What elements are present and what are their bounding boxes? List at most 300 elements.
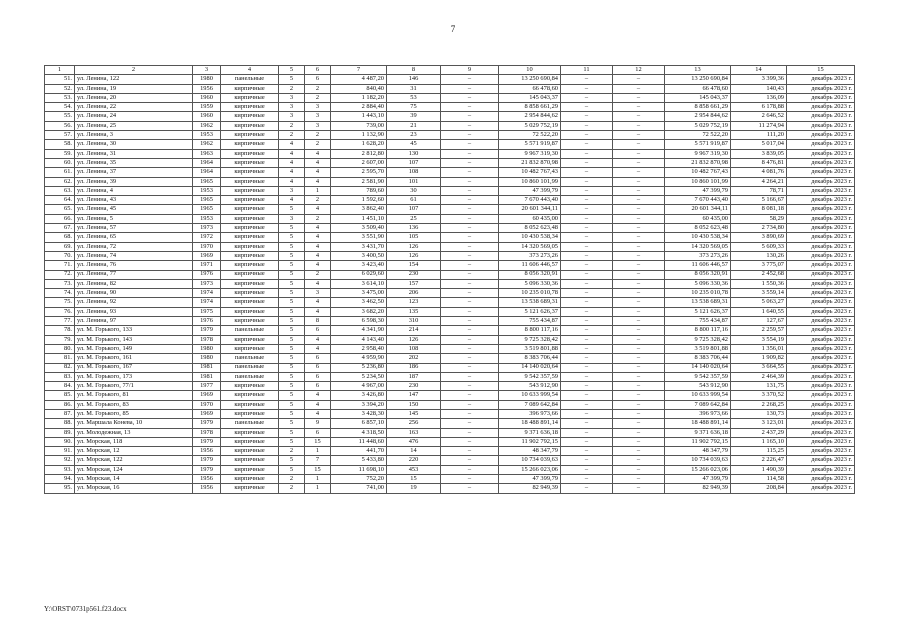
table-cell: 4 [279,149,305,158]
table-cell: 1974 [193,298,221,307]
table-cell: 6 [305,382,331,391]
table-cell: декабрь 2023 г. [787,354,855,363]
table-cell: – [441,251,499,260]
table-cell: 3 [305,289,331,298]
table-cell: 4 [279,196,305,205]
table-cell: кирпичные [221,103,279,112]
table-cell: 5 [279,307,305,316]
table-cell: ул. Ленина, 72 [75,242,193,251]
column-header: 3 [193,66,221,75]
table-cell: – [561,177,613,186]
table-cell: – [561,112,613,121]
table-cell: 4 [305,149,331,158]
table-cell: 7 670 443,40 [499,196,561,205]
table-cell: декабрь 2023 г. [787,484,855,493]
table-cell: ул. Ленина, 5 [75,214,193,223]
table-cell: 752,20 [331,475,387,484]
table-cell: – [561,344,613,353]
table-cell: ул. М. Горького, 85 [75,409,193,418]
table-cell: – [561,261,613,270]
table-cell: 1980 [193,354,221,363]
table-cell: 58. [45,140,75,149]
table-cell: 9 371 636,18 [499,428,561,437]
table-cell: – [561,363,613,372]
table-cell: 79. [45,335,75,344]
table-cell: 8 383 706,44 [665,354,731,363]
table-cell: 5 234,50 [331,372,387,381]
table-cell: декабрь 2023 г. [787,121,855,130]
table-cell: декабрь 2023 г. [787,335,855,344]
table-cell: декабрь 2023 г. [787,465,855,474]
table-cell: декабрь 2023 г. [787,428,855,437]
table-cell: 8 052 623,48 [665,224,731,233]
table-cell: 208,84 [731,484,787,493]
table-cell: 9 725 328,42 [665,335,731,344]
table-cell: 93. [45,465,75,474]
table-cell: 5 [279,270,305,279]
table-cell: – [561,224,613,233]
table-cell: 1979 [193,437,221,446]
table-row [45,484,855,493]
table-cell: – [441,465,499,474]
column-header: 11 [561,66,613,75]
table-cell: 3 509,40 [331,224,387,233]
table-cell: – [613,168,665,177]
table-cell: 1 [305,447,331,456]
column-header: 12 [613,66,665,75]
table-cell: 202 [387,354,441,363]
table-cell: – [441,437,499,446]
table-cell: 101 [387,177,441,186]
table-cell: 2 [279,475,305,484]
table-cell: 82 949,39 [499,484,561,493]
table-cell: 5 [279,382,305,391]
table-row [45,121,855,130]
table-cell: 73. [45,279,75,288]
table-cell: 111,20 [731,131,787,140]
table-cell: 2 646,52 [731,112,787,121]
table-cell: 15 266 023,06 [665,465,731,474]
table-cell: ул. Ленина, 37 [75,168,193,177]
table-cell: 1964 [193,158,221,167]
table-cell: 2 437,29 [731,428,787,437]
table-cell: – [613,419,665,428]
table-cell: 4 318,50 [331,428,387,437]
table-cell: ул. Маршала Конева, 10 [75,419,193,428]
table-cell: ул. Ленина, 57 [75,224,193,233]
table-cell: – [613,242,665,251]
table-cell: кирпичные [221,251,279,260]
table-cell: 48 347,79 [665,447,731,456]
table-cell: 94. [45,475,75,484]
table-cell: 20 601 344,11 [665,205,731,214]
table-cell: 48 347,79 [499,447,561,456]
table-cell: 154 [387,261,441,270]
table-cell: 3 400,50 [331,251,387,260]
table-cell: 1970 [193,400,221,409]
table-cell: 789,60 [331,186,387,195]
table-cell: 21 832 870,98 [499,158,561,167]
table-cell: кирпичные [221,307,279,316]
table-cell: – [613,447,665,456]
table-cell: 4 081,76 [731,168,787,177]
table-cell: 8 800 117,16 [499,326,561,335]
table-cell: ул. Ленина, 82 [75,279,193,288]
table-cell: – [561,131,613,140]
table-cell: декабрь 2023 г. [787,270,855,279]
table-cell: декабрь 2023 г. [787,409,855,418]
table-cell: декабрь 2023 г. [787,447,855,456]
table-row [45,382,855,391]
table-cell: декабрь 2023 г. [787,196,855,205]
table-cell: – [613,279,665,288]
table-cell: 5 096 330,36 [665,279,731,288]
table-cell: 4 959,90 [331,354,387,363]
table-cell: 1 356,01 [731,344,787,353]
table-cell: 3 [279,112,305,121]
table-cell: декабрь 2023 г. [787,233,855,242]
table-cell: 1 165,10 [731,437,787,446]
table-cell: – [441,279,499,288]
table-cell: 86. [45,400,75,409]
table-cell: 5 121 626,37 [499,307,561,316]
table-cell: 61 [387,196,441,205]
table-cell: 9 542 357,59 [499,372,561,381]
table-cell: 47 399,79 [499,186,561,195]
table-cell: – [441,326,499,335]
table-cell: 373 273,26 [499,251,561,260]
table-cell: – [613,465,665,474]
table-cell: – [613,233,665,242]
table-cell: 1 [305,484,331,493]
table-row [45,242,855,251]
table-cell: ул. М. Горького, 149 [75,344,193,353]
table-cell: кирпичные [221,335,279,344]
table-cell: кирпичные [221,93,279,102]
table-row [45,363,855,372]
table-cell: 5 [279,400,305,409]
table-cell: 78,71 [731,186,787,195]
table-cell: 1 592,60 [331,196,387,205]
table-cell: – [561,428,613,437]
table-cell: 5 [279,261,305,270]
table-cell: – [441,84,499,93]
table-cell: декабрь 2023 г. [787,279,855,288]
table-cell: декабрь 2023 г. [787,298,855,307]
table-cell: – [561,317,613,326]
table-cell: 206 [387,289,441,298]
column-header: 10 [499,66,561,75]
table-cell: 84. [45,382,75,391]
table-cell: кирпичные [221,112,279,121]
table-row [45,158,855,167]
table-cell: 136 [387,224,441,233]
table-cell: ул. Ленина, 24 [75,112,193,121]
table-cell: – [561,158,613,167]
table-cell: 7 089 642,84 [499,400,561,409]
table-cell: – [561,251,613,260]
table-cell: декабрь 2023 г. [787,419,855,428]
table-cell: 2 607,00 [331,158,387,167]
table-cell: 2 884,40 [331,103,387,112]
table-row [45,168,855,177]
table-cell: 5 [279,224,305,233]
table-cell: 1956 [193,484,221,493]
table-cell: 1956 [193,84,221,93]
table-cell: 3 554,19 [731,335,787,344]
table-cell: – [441,447,499,456]
table-cell: 453 [387,465,441,474]
column-header: 14 [731,66,787,75]
table-cell: 3 559,14 [731,289,787,298]
table-cell: 1976 [193,317,221,326]
table-cell: 1953 [193,214,221,223]
table-cell: – [613,298,665,307]
table-cell: 4 487,20 [331,75,387,84]
table-cell: кирпичные [221,214,279,223]
table-cell: панельные [221,326,279,335]
table-cell: 4 [305,177,331,186]
table-cell: 5 [279,326,305,335]
table-cell: 1979 [193,326,221,335]
table-cell: ул. Ленина, 22 [75,103,193,112]
table-cell: – [441,242,499,251]
table-cell: 55. [45,112,75,121]
table-cell: 4 [305,298,331,307]
table-cell: 310 [387,317,441,326]
table-cell: кирпичные [221,177,279,186]
table-cell: 5 [279,335,305,344]
table-cell: 2 [279,84,305,93]
table-cell: кирпичные [221,196,279,205]
table-row [45,419,855,428]
table-cell: 1976 [193,270,221,279]
table-cell: декабрь 2023 г. [787,437,855,446]
table-cell: 3 839,05 [731,149,787,158]
table-cell: – [613,344,665,353]
table-row [45,270,855,279]
table-cell: 4 341,90 [331,326,387,335]
table-cell: 2 958,40 [331,344,387,353]
table-cell: 72 522,20 [499,131,561,140]
table-cell: 39 [387,112,441,121]
table-cell: – [441,112,499,121]
table-cell: – [613,214,665,223]
table-cell: ул. М. Горького, 161 [75,354,193,363]
table-cell: – [613,437,665,446]
table-cell: ул. Ленина, 31 [75,149,193,158]
table-cell: 9 [305,419,331,428]
table-cell: – [613,372,665,381]
table-cell: ул. Ленина, 92 [75,298,193,307]
table-cell: ул. Ленина, 74 [75,251,193,260]
table-cell: 8 052 623,48 [499,224,561,233]
table-cell: 2 226,47 [731,456,787,465]
table-row [45,289,855,298]
table-cell: 1 451,10 [331,214,387,223]
table-cell: декабрь 2023 г. [787,186,855,195]
table-cell: – [613,140,665,149]
table-cell: 8 056 320,91 [499,270,561,279]
table-cell: 9 967 319,30 [665,149,731,158]
table-row [45,307,855,316]
table-cell: 4 [305,168,331,177]
table-row [45,75,855,84]
table-cell: – [441,344,499,353]
table-cell: 92. [45,456,75,465]
table-cell: 373 273,26 [665,251,731,260]
table-cell: 4 [305,400,331,409]
table-cell: 145 043,37 [665,93,731,102]
table-cell: – [561,475,613,484]
table-cell: 1981 [193,372,221,381]
table-cell: 1969 [193,251,221,260]
table-cell: 5 121 626,37 [665,307,731,316]
table-cell: 2 [305,84,331,93]
table-cell: панельные [221,419,279,428]
table-cell: – [613,326,665,335]
table-cell: 8 081,18 [731,205,787,214]
table-cell: 755 434,87 [665,317,731,326]
table-cell: 11 606 446,57 [665,261,731,270]
table-cell: кирпичные [221,400,279,409]
table-cell: 147 [387,391,441,400]
table-cell: – [441,372,499,381]
table-cell: декабрь 2023 г. [787,317,855,326]
table-cell: кирпичные [221,261,279,270]
table-cell: 5 571 919,87 [499,140,561,149]
table-cell: 10 482 767,43 [499,168,561,177]
table-cell: 1965 [193,177,221,186]
table-cell: 4 [305,307,331,316]
table-row [45,103,855,112]
table-cell: – [561,354,613,363]
table-cell: 4 [305,224,331,233]
table-cell: декабрь 2023 г. [787,382,855,391]
table-cell: – [441,363,499,372]
table-cell: декабрь 2023 г. [787,75,855,84]
table-row [45,261,855,270]
table-cell: – [561,168,613,177]
table-cell: 83. [45,372,75,381]
table-cell: 60. [45,158,75,167]
table-cell: 2 595,70 [331,168,387,177]
table-cell: 2 268,25 [731,400,787,409]
table-cell: 9 371 636,18 [665,428,731,437]
table-cell: ул. М. Горького, 173 [75,372,193,381]
table-cell: – [441,149,499,158]
table-cell: панельные [221,75,279,84]
table-cell: 5 [279,372,305,381]
table-cell: – [561,140,613,149]
table-cell: – [613,84,665,93]
table-cell: 1953 [193,186,221,195]
file-path-footer: Y:\ORST\0731p561.f23.docx [44,605,127,613]
table-cell: – [613,409,665,418]
table-cell: 10 482 767,43 [665,168,731,177]
table-cell: – [561,447,613,456]
table-cell: 4 [305,158,331,167]
table-cell: 163 [387,428,441,437]
table-cell: – [441,270,499,279]
table-cell: декабрь 2023 г. [787,242,855,251]
table-row [45,251,855,260]
table-cell: ул. Ленина, 76 [75,261,193,270]
table-cell: – [613,186,665,195]
table-cell: ул. Морская, 124 [75,465,193,474]
table-cell: декабрь 2023 г. [787,391,855,400]
table-cell: 1969 [193,391,221,400]
table-cell: 755 434,87 [499,317,561,326]
table-cell: – [613,270,665,279]
table-cell: 88. [45,419,75,428]
table-cell: декабрь 2023 г. [787,84,855,93]
table-cell: ул. М. Горького, 133 [75,326,193,335]
table-cell: декабрь 2023 г. [787,131,855,140]
table-cell: 5 [279,419,305,428]
table-cell: кирпичные [221,298,279,307]
table-cell: 10 235 010,78 [499,289,561,298]
table-cell: ул. М. Горького, 83 [75,400,193,409]
table-cell: 14 [387,447,441,456]
column-header: 6 [305,66,331,75]
table-cell: 3 [305,103,331,112]
table-row [45,149,855,158]
table-cell: – [441,186,499,195]
table-cell: декабрь 2023 г. [787,251,855,260]
table-cell: 53 [387,93,441,102]
table-cell: 78. [45,326,75,335]
table-cell: 90. [45,437,75,446]
table-cell: декабрь 2023 г. [787,475,855,484]
table-cell: 2 954 844,62 [665,112,731,121]
table-cell: 3 123,01 [731,419,787,428]
table-cell: 76. [45,307,75,316]
table-cell: – [561,279,613,288]
table-cell: кирпичные [221,484,279,493]
table-cell: – [441,261,499,270]
table-row [45,224,855,233]
table-cell: 126 [387,335,441,344]
table-cell: 131,75 [731,382,787,391]
table-cell: 14 140 020,64 [665,363,731,372]
table-cell: 10 734 039,63 [499,456,561,465]
table-cell: 1981 [193,363,221,372]
table-cell: 4 [279,158,305,167]
table-cell: 64. [45,196,75,205]
table-cell: 3 [279,186,305,195]
table-cell: 13 538 689,31 [665,298,731,307]
table-cell: 130,73 [731,409,787,418]
table-row [45,475,855,484]
table-cell: кирпичные [221,242,279,251]
table-cell: – [561,270,613,279]
table-cell: кирпичные [221,382,279,391]
table-cell: 4 [279,140,305,149]
table-cell: 6 [305,354,331,363]
table-cell: 1956 [193,447,221,456]
table-cell: – [561,484,613,493]
table-cell: 1959 [193,103,221,112]
table-cell: ул. М. Горького, 167 [75,363,193,372]
table-cell: – [441,484,499,493]
table-cell: 69. [45,242,75,251]
table-cell: 2 [305,131,331,140]
table-cell: 840,40 [331,84,387,93]
table-cell: кирпичные [221,233,279,242]
column-header: 2 [75,66,193,75]
table-cell: 135 [387,307,441,316]
